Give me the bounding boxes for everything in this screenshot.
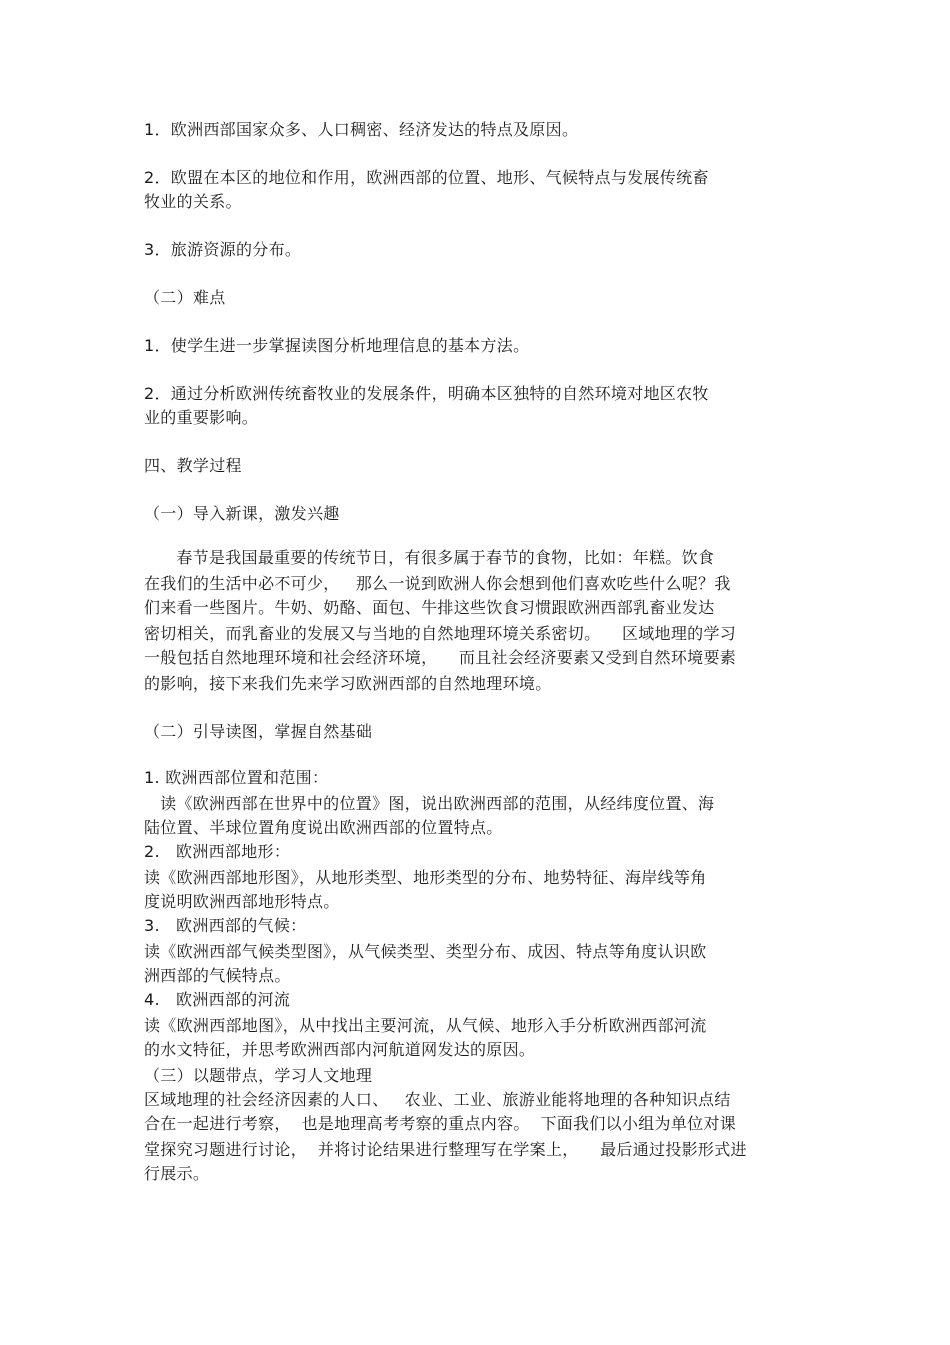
difficulty-1: 1．使学生进一步掌握读图分析地理信息的基本方法。 bbox=[144, 336, 530, 355]
paragraph-intro: 一般包括自然地理环境和社会经济环境， 而且社会经济要素又受到自然环境要素 bbox=[144, 648, 737, 667]
paragraph-human: 堂探究习题进行讨论， 并将讨论结果进行整理写在学案上， 最后通过投影形式进 bbox=[144, 1140, 747, 1159]
paragraph-intro: 春节是我国最重要的传统节日，有很多属于春节的食物，比如：年糕。饮食 bbox=[144, 548, 715, 567]
paragraph-intro: 们来看一些图片。牛奶、奶酪、面包、牛排这些饮食习惯跟欧洲西部乳畜业发达 bbox=[144, 598, 715, 617]
difficulty-2-line-2: 业的重要影响。 bbox=[144, 408, 259, 427]
point-1: 1．欧洲西部国家众多、人口稠密、经济发达的特点及原因。 bbox=[144, 120, 579, 139]
point-2-line-1: 2．欧盟在本区的地位和作用，欧洲西部的位置、地形、气候特点与发展传统畜 bbox=[144, 168, 709, 187]
heading-map-reading: （二）引导读图，掌握自然基础 bbox=[144, 722, 373, 741]
paragraph-human: 合在一起进行考察， 也是地理高考考察的重点内容。 下面我们以小组为单位对课 bbox=[144, 1114, 737, 1133]
paragraph-intro: 的影响，接下来我们先来学习欧洲西部的自然地理环境。 bbox=[144, 674, 552, 693]
item-terrain-text: 度说明欧洲西部地形特点。 bbox=[144, 892, 340, 911]
point-2-line-2: 牧业的关系。 bbox=[144, 192, 242, 211]
item-climate-text: 读《欧洲西部气候类型图》，从气候类型、类型分布、成因、特点等角度认识欧 bbox=[144, 942, 707, 961]
paragraph-human: 行展示。 bbox=[144, 1164, 210, 1183]
point-3: 3．旅游资源的分布。 bbox=[144, 240, 302, 259]
item-river-title: 4. 欧洲西部的河流 bbox=[144, 990, 291, 1009]
item-location-title: 1. 欧洲西部位置和范围： bbox=[144, 768, 329, 787]
heading-intro: （一）导入新课，激发兴趣 bbox=[144, 504, 340, 523]
item-climate-title: 3. 欧洲西部的气候： bbox=[144, 916, 307, 935]
item-climate-text: 洲西部的气候特点。 bbox=[144, 966, 291, 985]
item-terrain-title: 2. 欧洲西部地形： bbox=[144, 842, 291, 861]
item-terrain-text: 读《欧洲西部地形图》，从地形类型、地形类型的分布、地势特征、海岸线等角 bbox=[144, 868, 707, 887]
paragraph-intro: 在我们的生活中必不可少， 那么一说到欧洲人你会想到他们喜欢吃些什么呢？我 bbox=[144, 574, 731, 593]
item-river-text: 的水文特征，并思考欧洲西部内河航道网发达的原因。 bbox=[144, 1040, 536, 1059]
item-river-text: 读《欧洲西部地图》，从中找出主要河流，从气候、地形入手分析欧洲西部河流 bbox=[144, 1016, 707, 1035]
heading-difficulty: （二）难点 bbox=[144, 288, 226, 307]
item-location-text: 陆位置、半球位置角度说出欧洲西部的位置特点。 bbox=[144, 818, 503, 837]
item-location-text: 读《欧洲西部在世界中的位置》图，说出欧洲西部的范围，从经纬度位置、海 bbox=[144, 794, 715, 813]
difficulty-2-line-1: 2．通过分析欧洲传统畜牧业的发展条件，明确本区独特的自然环境对地区农牧 bbox=[144, 384, 709, 403]
paragraph-human: 区域地理的社会经济因素的人口、 农业、工业、旅游业能将地理的各种知识点结 bbox=[144, 1090, 731, 1109]
heading-teaching-process: 四、教学过程 bbox=[144, 456, 242, 475]
paragraph-intro: 密切相关，而乳畜业的发展又与当地的自然地理环境关系密切。 区域地理的学习 bbox=[144, 624, 737, 643]
heading-human-geography: （三）以题带点，学习人文地理 bbox=[144, 1066, 373, 1085]
